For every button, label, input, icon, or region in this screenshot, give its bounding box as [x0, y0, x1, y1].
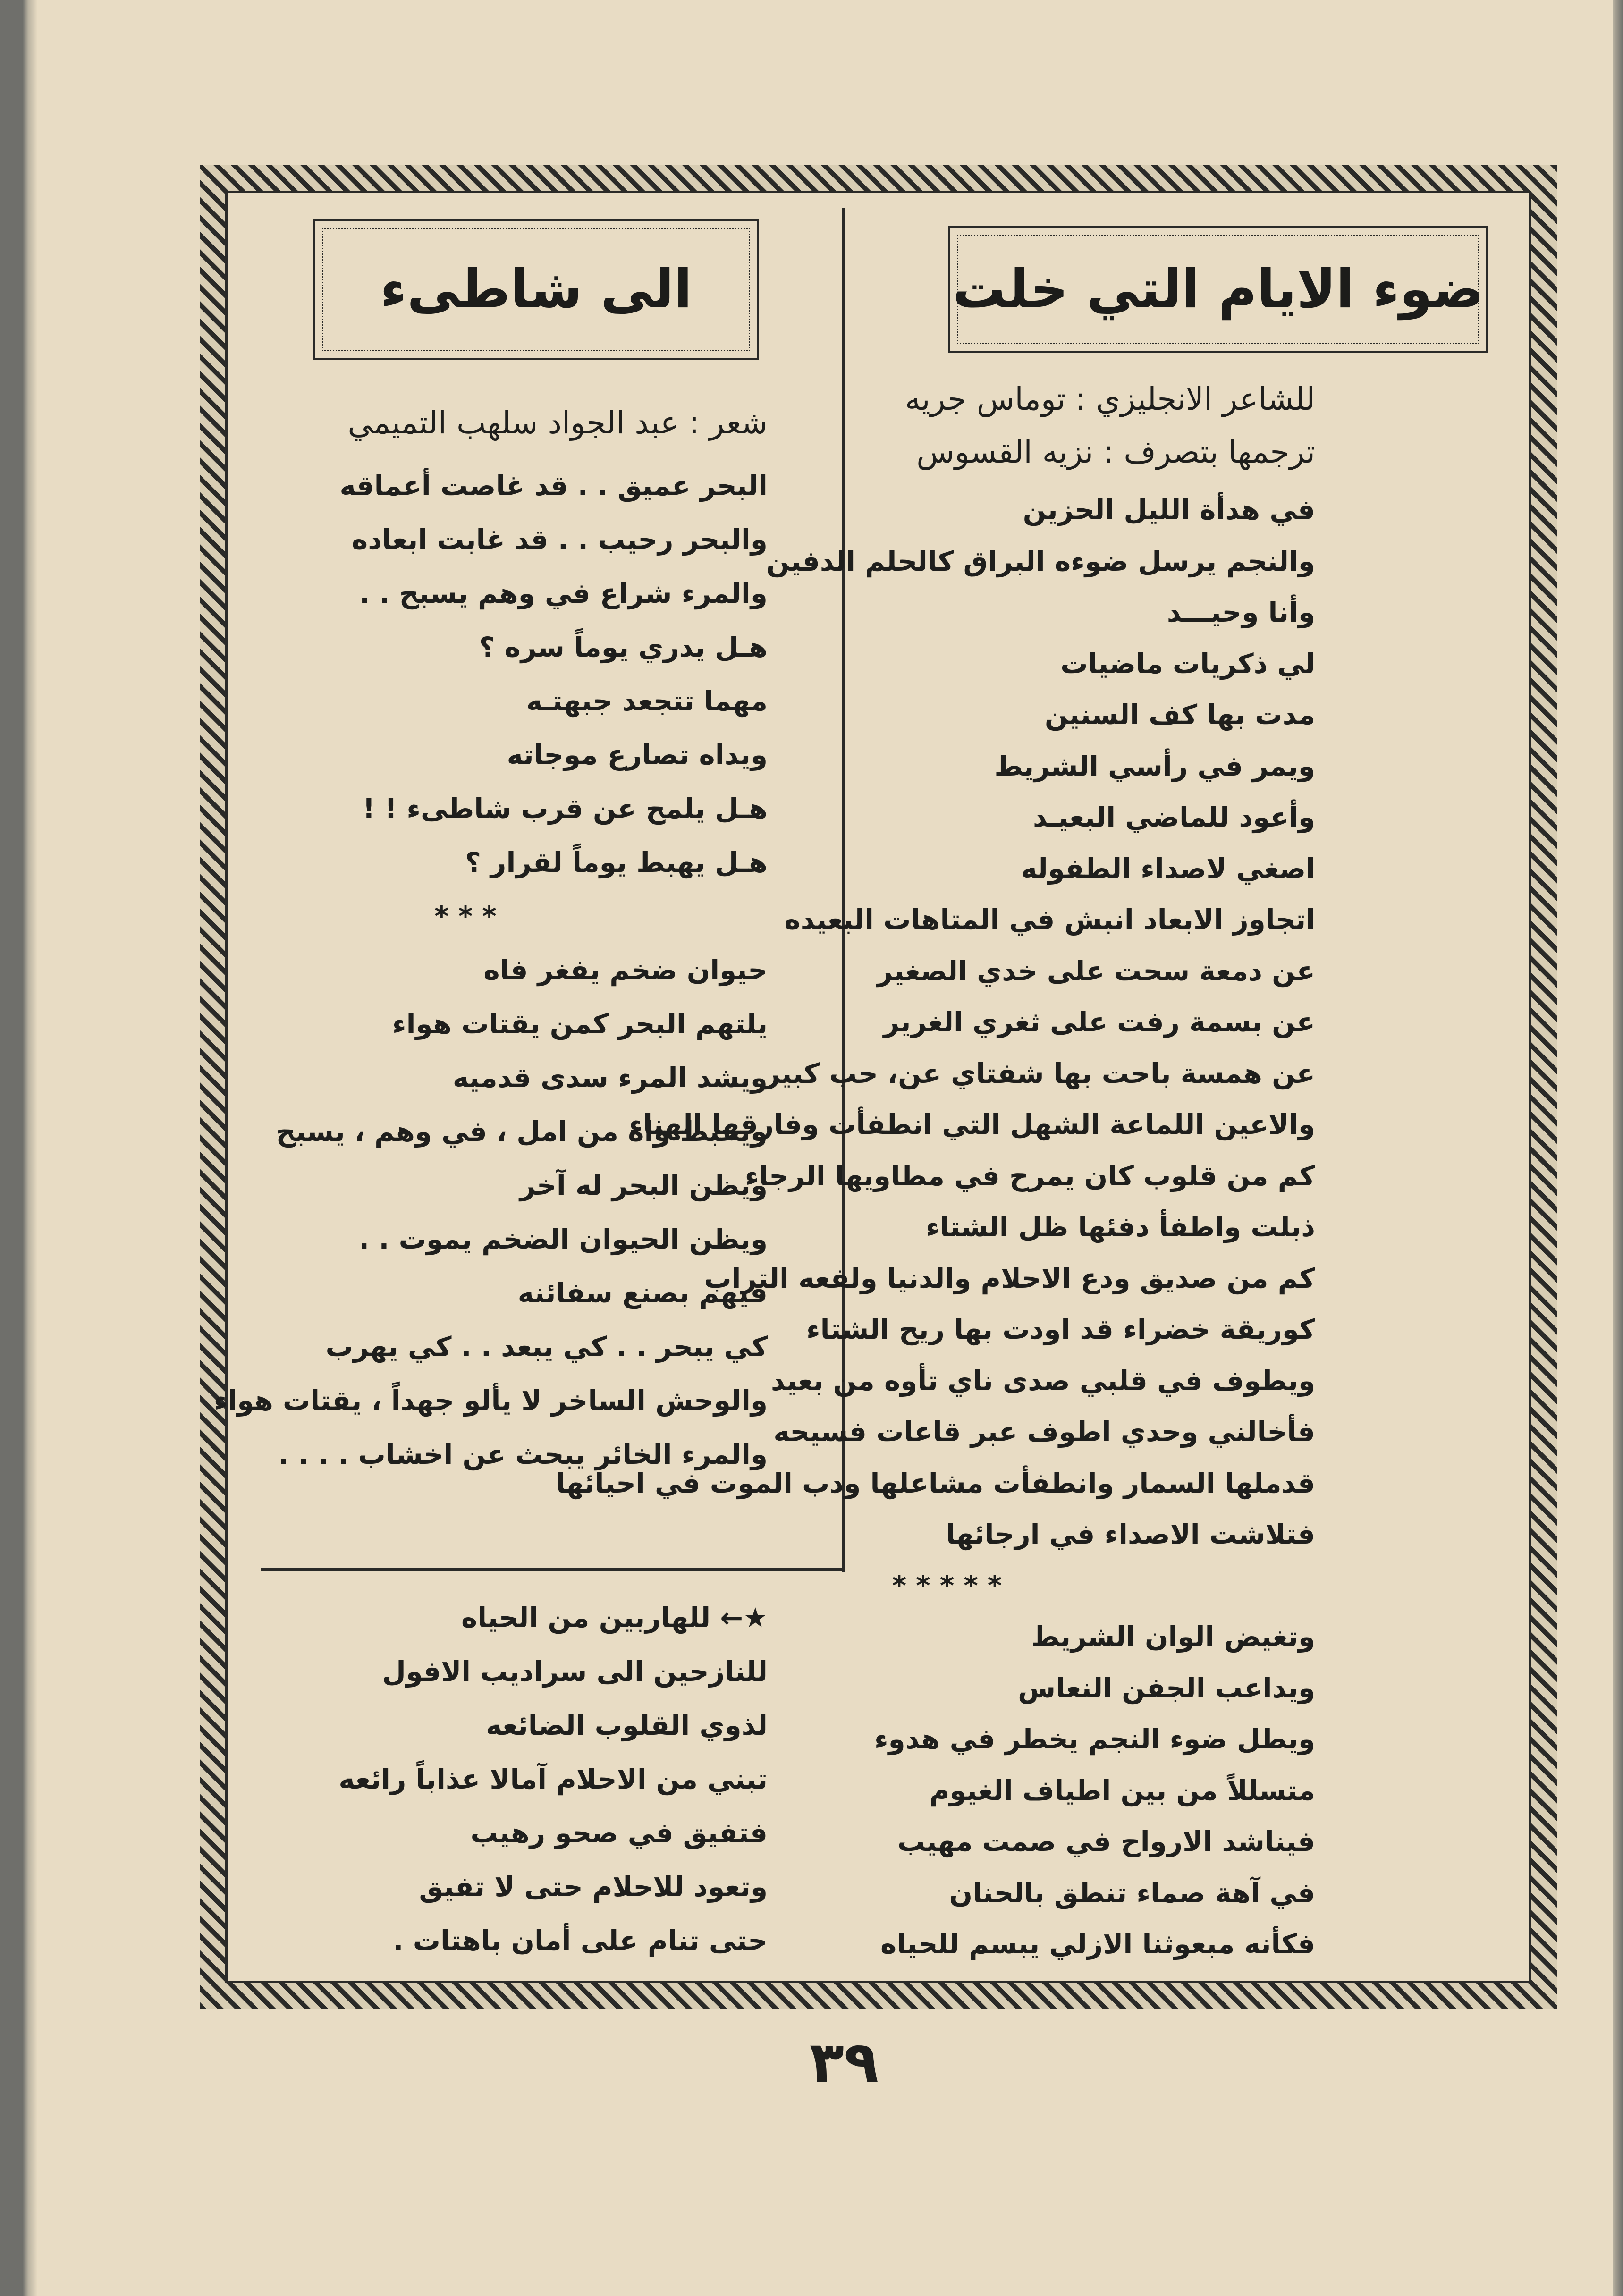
poem-line: في آهة صماء تنطق بالحنان	[949, 1876, 1315, 1909]
poet-line: للشاعر الانجليزي : توماس جريه	[904, 381, 1315, 417]
poem-line: لذوي القلوب الضائعه	[486, 1709, 768, 1741]
right-title-box	[948, 226, 1488, 353]
poem-line: ويداه تصارع موجاته	[507, 739, 768, 771]
poem-line: والنجم يرسل ضوءه البراق كالحلم الدفين	[766, 545, 1315, 577]
poem-line: والبحر رحيب . . قد غابت ابعاده	[352, 523, 768, 556]
poem-line: ويمر في رأسي الشريط	[994, 750, 1315, 782]
poem-line: مهما تتجعد جبهتـه	[526, 685, 768, 717]
left-article-title: الى شاطىء	[380, 259, 692, 320]
magazine-page	[37, 0, 1613, 2296]
poem-line: والاعين اللماعة الشهل التي انطفأت وفارقها الهناء	[629, 1108, 1315, 1140]
poem-line: ويظن الحيوان الضخم يموت . .	[359, 1223, 768, 1255]
poem-line: حيوان ضخم يفغر فاه	[483, 954, 768, 986]
poem-line: ويطل ضوء النجم يخطر في هدوء	[874, 1723, 1315, 1755]
poem-line: وأنا وحيـــد	[1167, 596, 1315, 628]
poem-line: عن بسمة رفت على ثغري الغرير	[883, 1006, 1315, 1038]
poem-line: ويخبط واه من امل ، في وهم ، يسبح	[276, 1115, 768, 1148]
poem-line: تبني من الاحلام آمالا عذاباً رائعه	[338, 1763, 768, 1795]
poem-line: حتى تنام على أمان باهتات .	[393, 1925, 768, 1957]
poem-line: ★← للهاربين من الحياه	[461, 1602, 768, 1634]
poem-line: اتجاوز الابعاد انبش في المتاهات البعيده	[784, 903, 1315, 936]
translator-line: ترجمها بتصرف : نزيه القسوس	[916, 434, 1315, 470]
poem-line: اصغي لاصداء الطفوله	[1021, 852, 1315, 885]
poem-line: وأعود للماضي البعيـد	[1033, 801, 1315, 833]
poem-line: وتعود للاحلام حتى لا تفيق	[419, 1871, 768, 1903]
scan-edge-right	[1613, 0, 1623, 2296]
page-number: ٣٩	[809, 2030, 879, 2095]
poem-line: فتلاشت الاصداء في ارجائها	[946, 1518, 1315, 1550]
poem-line: لي ذكريات ماضيات	[1060, 647, 1315, 680]
poem-line: متسللاً من بين اطياف الغيوم	[929, 1774, 1315, 1806]
bottom-poem-lines	[163, 1591, 768, 1967]
poem-line: ويشد المرء سدى قدميه	[452, 1062, 768, 1094]
poem-line: عن دمعة سحت على خدي الصغير	[877, 954, 1315, 987]
poem-line: كم من قلوب كان يمرح في مطاويها الرجاء	[744, 1159, 1315, 1192]
poem-line: هـل يدري يوماً سره ؟	[479, 631, 768, 663]
poem-line: * * *	[434, 900, 497, 932]
poem-line: كوريقة خضراء قد اودت بها ريح الشتاء	[806, 1313, 1315, 1345]
poem-line: كي يبحر . . كي يبعد . . كي يهرب	[325, 1331, 768, 1363]
poem-line: ويداعب الجفن النعاس	[1018, 1671, 1315, 1704]
poem-line: في هدأة الليل الحزين	[1023, 494, 1315, 526]
poem-line: فتفيق في صحو رهيب	[470, 1817, 768, 1849]
poem-line: قدملها السمار وانطفأت مشاعلها ودب الموت في احيائها	[556, 1467, 1315, 1499]
poem-line: فكأنه مبعوثنا الازلي يبسم للحياه	[880, 1928, 1315, 1960]
poem-line: فيهم بصنع سفائنه	[517, 1277, 768, 1309]
poem-line: هـل يهبط يوماً لقرار ؟	[465, 846, 768, 878]
left-poem-lines	[163, 459, 768, 1481]
poem-line: والمرء شراع في وهم يسبح . .	[359, 577, 768, 609]
poem-line: ويطوف في قلبي صدى ناي تأوه من بعيد	[770, 1364, 1315, 1397]
right-article-title: ضوء الايام التي خلت	[952, 259, 1484, 320]
author-line: شعر : عبد الجواد سلهب التميمي	[347, 405, 768, 441]
poem-line: عن همسة باحت بها شفتاي عن، حب كبير	[764, 1057, 1315, 1089]
poem-line: وتغيض الوان الشريط	[1031, 1621, 1315, 1653]
poem-line: هـل يلمح عن قرب شاطىء ! !	[363, 793, 768, 825]
poem-line: فأخالني وحدي اطوف عبر قاعات فسيحه	[773, 1416, 1315, 1448]
poem-line: مدت بها كف السنين	[1044, 699, 1315, 731]
poem-line: والوحش الساخر لا يألو جهداً ، يقتات هواء	[213, 1384, 768, 1417]
poem-line: فيناشد الارواح في صمت مهيب	[897, 1825, 1315, 1857]
poem-line: للنازحين الى سراديب الافول	[382, 1655, 768, 1688]
poem-line: * * * * *	[892, 1569, 1002, 1602]
left-article-body	[163, 397, 768, 1481]
poem-line: يلتهم البحر كمن يقتات هواء	[392, 1008, 768, 1040]
poem-line: ويظن البحر له آخر	[519, 1169, 768, 1201]
scan-edge-left	[0, 0, 37, 2296]
poem-line: البحر عميق . . قد غاصت أعماقه	[339, 470, 768, 502]
left-title-box	[313, 219, 759, 360]
poem-line: والمرء الخائر يبحث عن اخشاب . . . .	[278, 1438, 768, 1470]
poem-line: ذبلت واطفأ دفئها ظل الشتاء	[925, 1211, 1315, 1243]
poem-line: كم من صديق ودع الاحلام والدنيا ولفعه التراب	[704, 1262, 1315, 1294]
bottom-left-body	[163, 1591, 768, 1967]
